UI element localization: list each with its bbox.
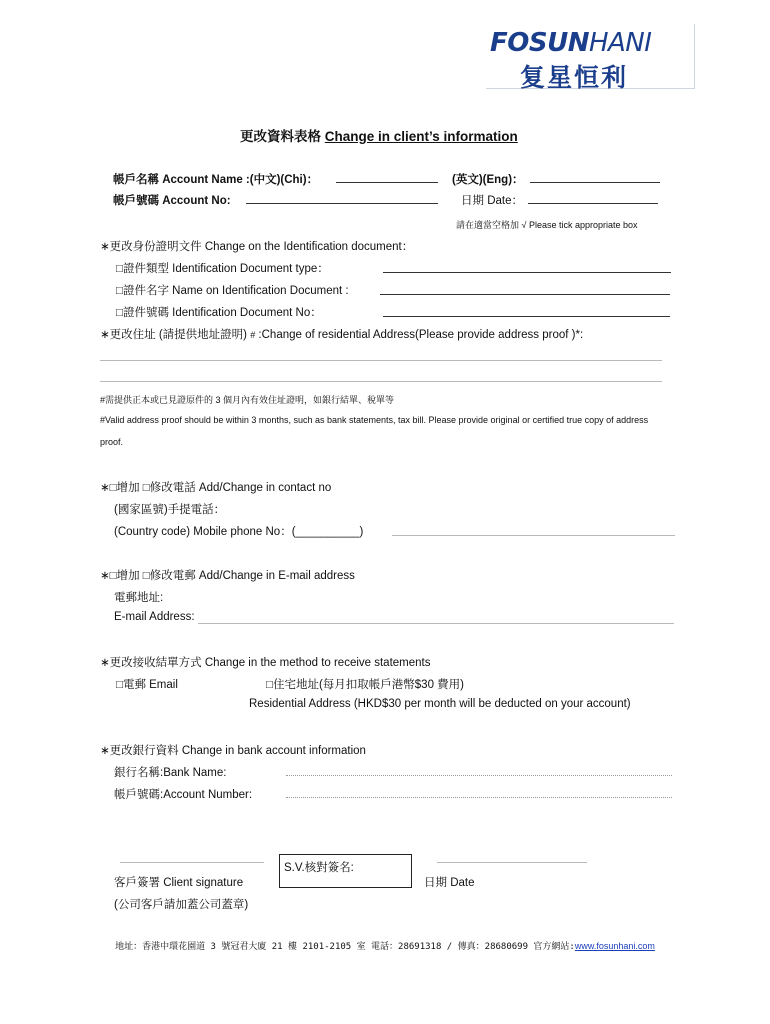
- bank-account-number-field[interactable]: [286, 797, 672, 798]
- sv-verification-box: [279, 854, 412, 888]
- statement-option-address[interactable]: □住宅地址(每月扣取帳戶港幣$30 費用): [266, 679, 464, 691]
- statement-address-note: Residential Address (HKD$30 per month will be deducted on your account): [249, 698, 631, 710]
- address-line-2[interactable]: [100, 381, 662, 382]
- country-code-field[interactable]: __________: [295, 526, 360, 538]
- id-name-field[interactable]: [380, 294, 670, 295]
- email-field[interactable]: [198, 623, 674, 624]
- company-logo: [486, 24, 695, 92]
- bank-account-number-label: 帳戶號碼:Account Number:: [114, 789, 253, 801]
- client-signature-label: 客戶簽署 Client signature: [114, 877, 244, 889]
- account-name-eng-label: (英文)(Eng)：: [452, 174, 524, 186]
- statement-option-email[interactable]: □電郵 Email: [116, 679, 178, 691]
- address-section-heading[interactable]: ∗更改住址 (請提供地址證明) # :Change of residential Address(Please provide address proof )*:: [100, 329, 584, 341]
- bank-section-heading[interactable]: ∗更改銀行資料 Change in bank account information: [100, 745, 366, 757]
- company-stamp-note: (公司客戶請加蓋公司蓋章): [114, 899, 249, 911]
- id-no-option[interactable]: □證件號碼 Identification Document No：: [116, 307, 322, 319]
- logo-english: FOSUNHANI: [490, 28, 652, 58]
- id-section-heading[interactable]: ∗更改身份證明文件 Change on the Identification document：: [100, 241, 414, 253]
- statement-section-heading: ∗更改接收結單方式 Change in the method to receive statements: [100, 657, 431, 669]
- address-note-english-cont: proof.: [100, 437, 124, 447]
- address-line-1[interactable]: [100, 360, 662, 361]
- date-field-top[interactable]: [528, 203, 658, 204]
- phone-section-heading[interactable]: ∗□增加 □修改電話 Add/Change in contact no: [100, 482, 332, 494]
- mobile-phone-field[interactable]: [392, 535, 675, 536]
- website-link[interactable]: www.fosunhani.com: [574, 941, 655, 951]
- logo-chinese: 复星恒利: [520, 63, 629, 92]
- id-type-field[interactable]: [383, 272, 671, 273]
- account-no-label: 帳戶號碼 Account No:: [113, 195, 231, 207]
- signature-date-line[interactable]: [437, 862, 587, 863]
- footer-contact: 地址：香港中環花園道 3 號冠君大廈 21 樓 2101-2105 室 電話：28691318 / 傳真：28680699 官方網站:www.fosunhani.com: [115, 941, 655, 952]
- signature-date-label: 日期 Date: [424, 877, 475, 889]
- email-label-english: E-mail Address:: [114, 611, 195, 623]
- account-name-chi-field[interactable]: [336, 182, 438, 183]
- country-code-label: (國家區號)手提電話：: [114, 504, 226, 516]
- email-section-heading[interactable]: ∗□增加 □修改電郵 Add/Change in E-mail address: [100, 570, 355, 582]
- sv-label: S.V.核對簽名:: [284, 862, 354, 874]
- id-no-field[interactable]: [383, 316, 670, 317]
- mobile-phone-label: (Country code) Mobile phone No：(__________): [114, 526, 364, 538]
- account-no-field[interactable]: [246, 203, 438, 204]
- form-title: 更改資料表格 Change in client’s information: [240, 129, 518, 144]
- account-name-eng-field[interactable]: [530, 182, 660, 183]
- id-name-option[interactable]: □證件名字 Name on Identification Document :: [116, 285, 349, 297]
- client-signature-line[interactable]: [120, 862, 264, 863]
- bank-name-label: 銀行名稱:Bank Name:: [114, 767, 227, 779]
- address-note-english: #Valid address proof should be within 3 months, such as bank statements, tax bill. Please provide original or certified true copy of address: [100, 415, 649, 425]
- account-name-label: 帳戶名稱 Account Name :(中文)(Chi)：: [113, 174, 319, 186]
- date-label-top: 日期 Date：: [461, 195, 523, 207]
- bank-name-field[interactable]: [286, 775, 672, 776]
- id-type-option[interactable]: □證件類型 Identification Document type：: [116, 263, 329, 275]
- tick-note: 請在適當空格加 √ Please tick appropriate box: [456, 220, 638, 230]
- address-note-chinese: #需提供正本或已見證原件的 3 個月內有效住址證明，如銀行結單、稅單等: [100, 395, 395, 405]
- email-label-chinese: 電郵地址:: [114, 592, 164, 604]
